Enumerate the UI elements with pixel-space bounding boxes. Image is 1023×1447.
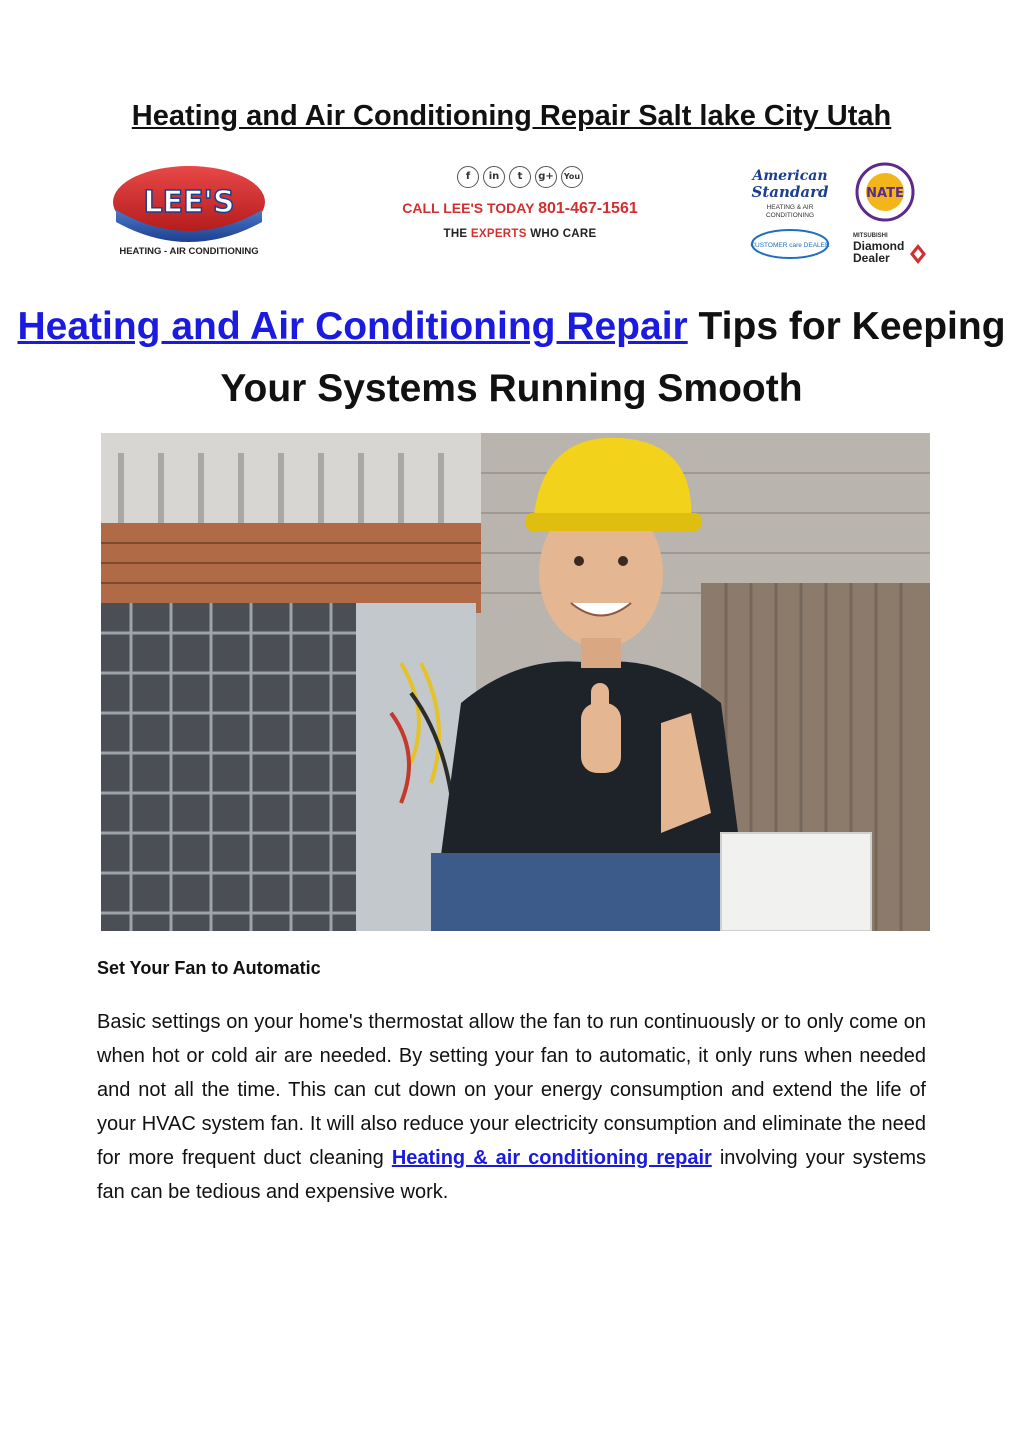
diamond-text: Diamond: [853, 239, 905, 253]
heading-link[interactable]: Heating and Air Conditioning Repair: [17, 305, 688, 348]
nate-badge: [857, 164, 913, 220]
twitter-icon[interactable]: t: [509, 166, 531, 188]
paragraph-before: Basic settings on your home's thermostat allow the fan to run continuously or to only come on when hot or cold air are needed. By setting your fan to automatic, it only runs when needed and not all the time. This can cut down on your energy consumption and extend the life of your HVAC system fan. It will also reduce your electricity consumption and eliminate the need for more frequent duct cleaning: [97, 1011, 926, 1169]
contact-block: [385, 162, 655, 262]
nate-text: NATE: [866, 186, 904, 201]
google-plus-icon[interactable]: g+: [535, 166, 557, 188]
customer-care-text: CUSTOMER care DEALER: [750, 242, 830, 249]
article-heading: [0, 296, 1023, 420]
facebook-icon[interactable]: f: [457, 166, 479, 188]
linkedin-icon[interactable]: in: [483, 166, 505, 188]
american-standard-sub1: HEATING & AIR: [766, 204, 814, 211]
heading-rest: Tips for Keeping Your Systems Running Smooth: [220, 305, 1006, 410]
experts-highlight: EXPERTS: [470, 228, 527, 240]
experts-post: WHO CARE: [530, 228, 597, 240]
dealer-text: Dealer: [853, 251, 890, 265]
youtube-icon[interactable]: You: [561, 166, 583, 188]
customer-care-badge: [750, 230, 830, 258]
american-standard-logo: [750, 168, 829, 219]
social-icons: [385, 166, 655, 188]
experts-tagline: [385, 228, 655, 240]
mitsubishi-text: MITSUBISHI: [853, 233, 888, 239]
logo-tagline: HEATING - AIR CONDITIONING: [119, 246, 259, 257]
technician-photo: [101, 433, 930, 931]
page-title: Heating and Air Conditioning Repair Salt lake City Utah: [131, 100, 892, 132]
call-prefix: CALL LEE'S TODAY: [402, 200, 535, 216]
section-title: Set Your Fan to Automatic: [97, 958, 321, 978]
american-standard-line1: American: [752, 168, 828, 184]
american-standard-line2: Standard: [751, 183, 829, 201]
mitsubishi-diamond-logo: [853, 233, 926, 265]
call-line: [385, 200, 655, 218]
logo-name: LEE'S: [143, 185, 235, 220]
partner-logos: [750, 162, 930, 270]
phone-number[interactable]: 801-467-1561: [538, 200, 638, 217]
paragraph-link[interactable]: Heating & air conditioning repair: [391, 1147, 712, 1169]
header-banner: [100, 160, 930, 270]
experts-pre: THE: [443, 228, 468, 240]
paragraph-after: involving your systems fan can be tedious and expensive work.: [97, 1147, 926, 1203]
article-paragraph: [97, 1005, 926, 1209]
american-standard-sub2: CONDITIONING: [765, 212, 815, 219]
lees-logo: [108, 162, 270, 262]
